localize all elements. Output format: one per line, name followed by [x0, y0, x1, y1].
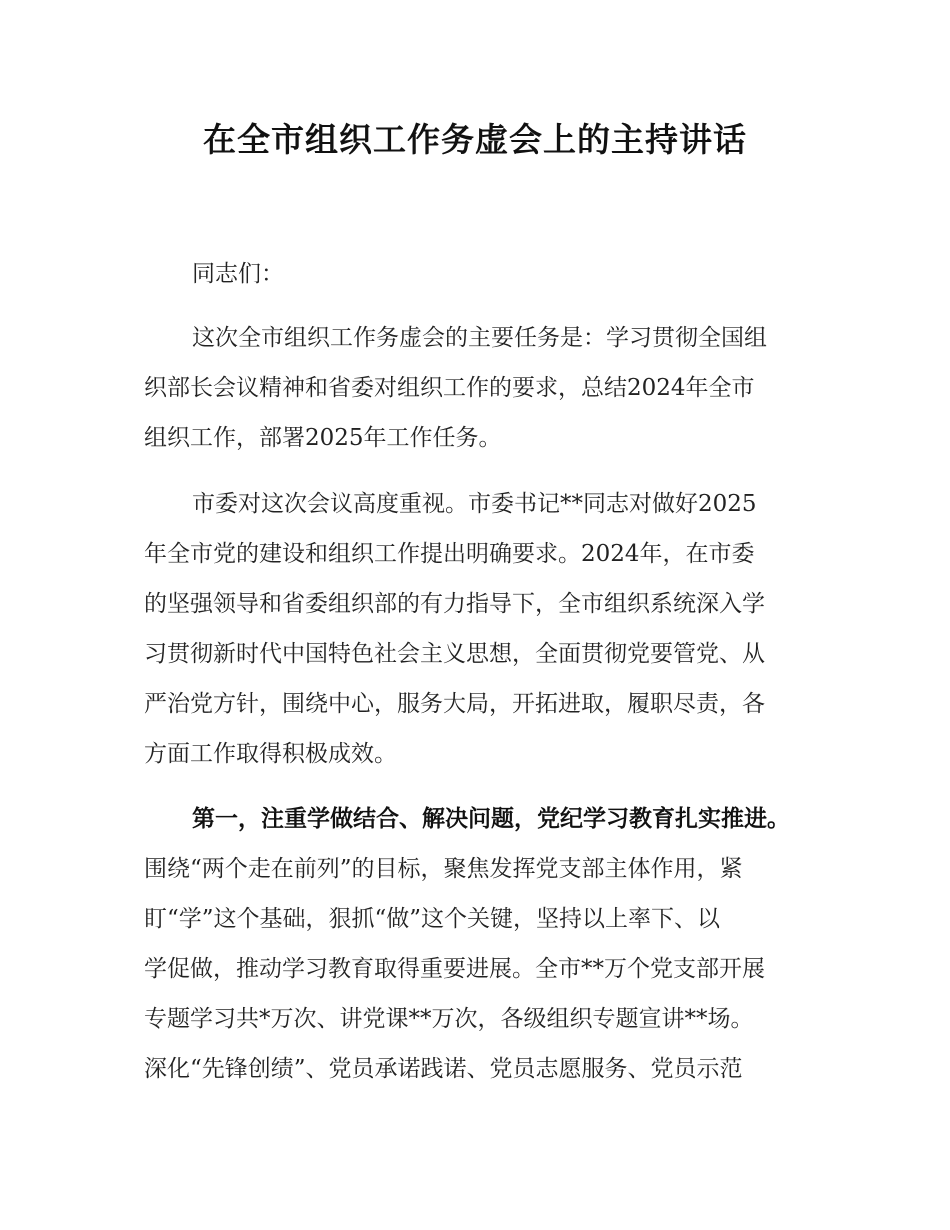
paragraph-2-line-4: 习贯彻新时代中国特色社会主义思想，全面贯彻党要管党、从 [144, 641, 765, 667]
paragraph-1-line-2: 织部长会议精神和省委对组织工作的要求，总结2024年全市 [144, 375, 755, 401]
paragraph-2-line-1: 市委对这次会议高度重视。市委书记**同志对做好2025 [192, 491, 757, 517]
section-heading-1: 第一，注重学做结合、解决问题，党纪学习教育扎实推进。 [192, 806, 790, 832]
paragraph-3-line-2: 盯“学”这个基础，狠抓“做”这个关键，坚持以上率下、以 [144, 906, 721, 932]
paragraph-3-line-1: 围绕“两个走在前列”的目标，聚焦发挥党支部主体作用，紧 [144, 856, 743, 882]
document-body [144, 0, 816, 1230]
document-title: 在全市组织工作务虚会上的主持讲话 [203, 120, 747, 159]
paragraph-1-line-1: 这次全市组织工作务虚会的主要任务是：学习贯彻全国组 [192, 325, 767, 351]
paragraph-3-line-5: 深化“先锋创绩”、党员承诺践诺、党员志愿服务、党员示范 [144, 1056, 743, 1082]
paragraph-2-line-2: 年全市党的建设和组织工作提出明确要求。2024年，在市委 [144, 541, 755, 567]
paragraph-3-line-3: 学促做，推动学习教育取得重要进展。全市**万个党支部开展 [144, 956, 765, 982]
paragraph-3-line-4: 专题学习共*万次、讲党课**万次，各级组织专题宣讲**场。 [144, 1006, 754, 1032]
paragraph-2-line-5: 严治党方针，围绕中心，服务大局，开拓进取，履职尽责，各 [144, 691, 765, 717]
paragraph-1-line-3: 组织工作，部署2025年工作任务。 [144, 425, 502, 451]
paragraph-2-line-3: 的坚强领导和省委组织部的有力指导下，全市组织系统深入学 [144, 591, 765, 617]
paragraph-2-line-6: 方面工作取得积极成效。 [144, 741, 397, 767]
salutation: 同志们： [192, 261, 284, 287]
